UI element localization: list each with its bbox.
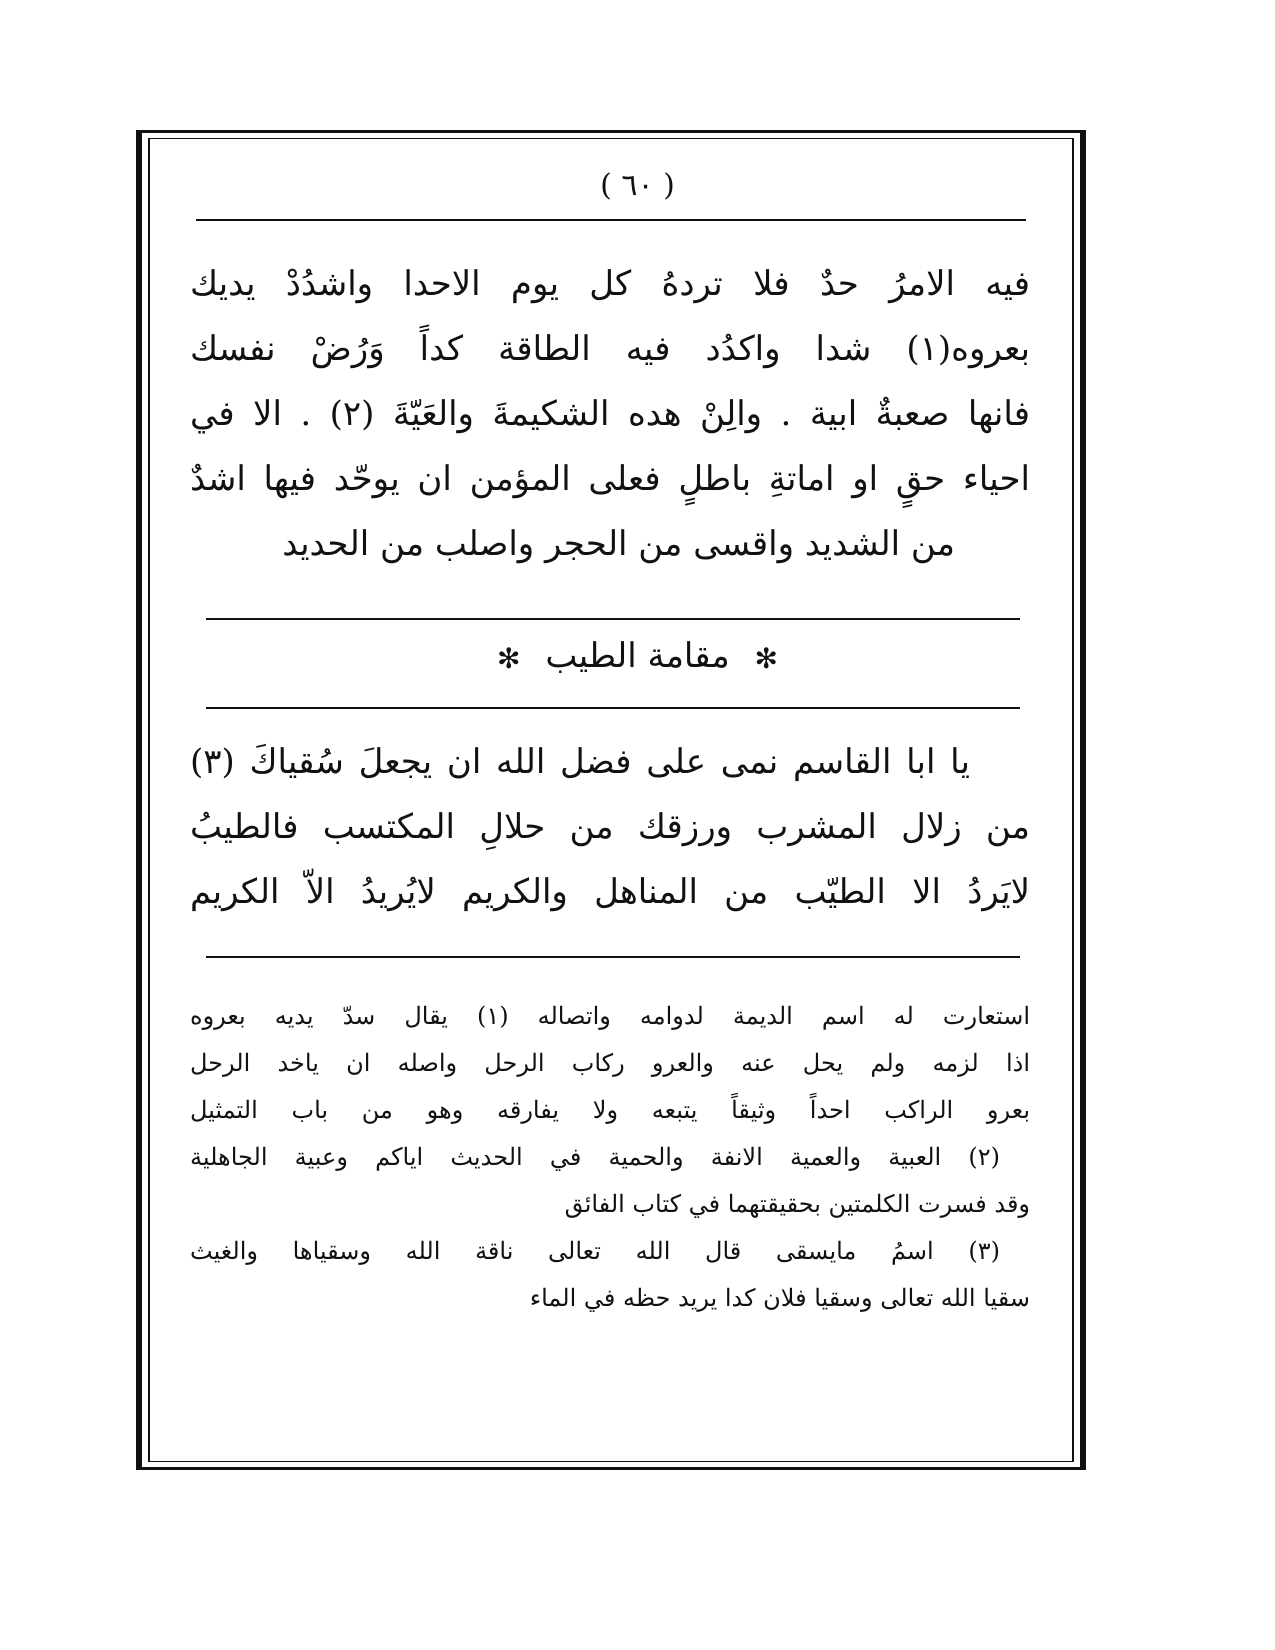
- paragraph-line: من زلال المشرب ورزقك من حلالِ المكتسب فالطيبُ: [190, 807, 1030, 847]
- star-ornament-icon: ✻: [754, 641, 778, 675]
- section-title: مقامة الطيب: [545, 636, 730, 676]
- footnote-line: وقد فسرت الكلمتين بحقيقتهما في كتاب الفائق: [564, 1190, 1030, 1218]
- footnote-line: استعارت له اسم الديمة لدوامه واتصاله (١) يقال سدّ يديه بعروه: [190, 1002, 1030, 1030]
- paragraph-line: احياء حقٍ او اماتةِ باطلٍ فعلى المؤمن ان يوحّد فيها اشدٌ: [190, 459, 1030, 499]
- footnotes: [190, 993, 1030, 1322]
- footnote-line: (٣) اسمُ مايسقى قال الله تعالى ناقة الله وسقياها والغيث: [190, 1237, 1000, 1265]
- second-paragraph: [190, 730, 1030, 925]
- footnote-line: اذا لزمه ولم يحل عنه والعرو ركاب الرحل واصله ان ياخد الرحل: [190, 1049, 1030, 1077]
- star-ornament-icon: ✻: [497, 641, 521, 675]
- paragraph-line: بعروه(١) شدا واكدُد فيه الطاقة كداً وَرُضْ نفسك: [190, 329, 1030, 369]
- paragraph-line: فيه الامرُ حدٌ فلا تردهُ كل يوم الاحدا واشدُدْ يديك: [190, 264, 1030, 304]
- footnote-line: بعرو الراكب احداً وثيقاً يتبعه ولا يفارقه وهو من باب التمثيل: [190, 1096, 1030, 1124]
- paragraph-line: يا ابا القاسم نمى على فضل الله ان يجعلَ سُقياكَ (٣): [190, 742, 970, 782]
- rule-above-section-title: [206, 618, 1020, 620]
- rule-under-page-number: [196, 219, 1026, 221]
- section-title-row: [0, 636, 1275, 676]
- paragraph-line: من الشديد واقسى من الحجر واصلب من الحديد: [282, 524, 955, 564]
- rule-above-footnotes: [206, 956, 1020, 958]
- footnote-line: سقيا الله تعالى وسقيا فلان كدا يريد حظه في الماء: [529, 1284, 1030, 1312]
- footnote-line: (٢) العبية والعمية الانفة والحمية في الحديث اياكم وعبية الجاهلية: [190, 1143, 1000, 1171]
- paragraph-line: فانها صعبةٌ ابية . والِنْ هده الشكيمةَ والعَيّةَ (٢) . الا في: [190, 394, 1030, 434]
- page-number: ( ٦٠ ): [600, 168, 675, 203]
- top-paragraph: [190, 252, 1030, 577]
- rule-below-section-title: [206, 707, 1020, 709]
- paragraph-line: لايَردُ الا الطيّب من المناهل والكريم لايُريدُ الاّ الكريم: [190, 872, 1030, 912]
